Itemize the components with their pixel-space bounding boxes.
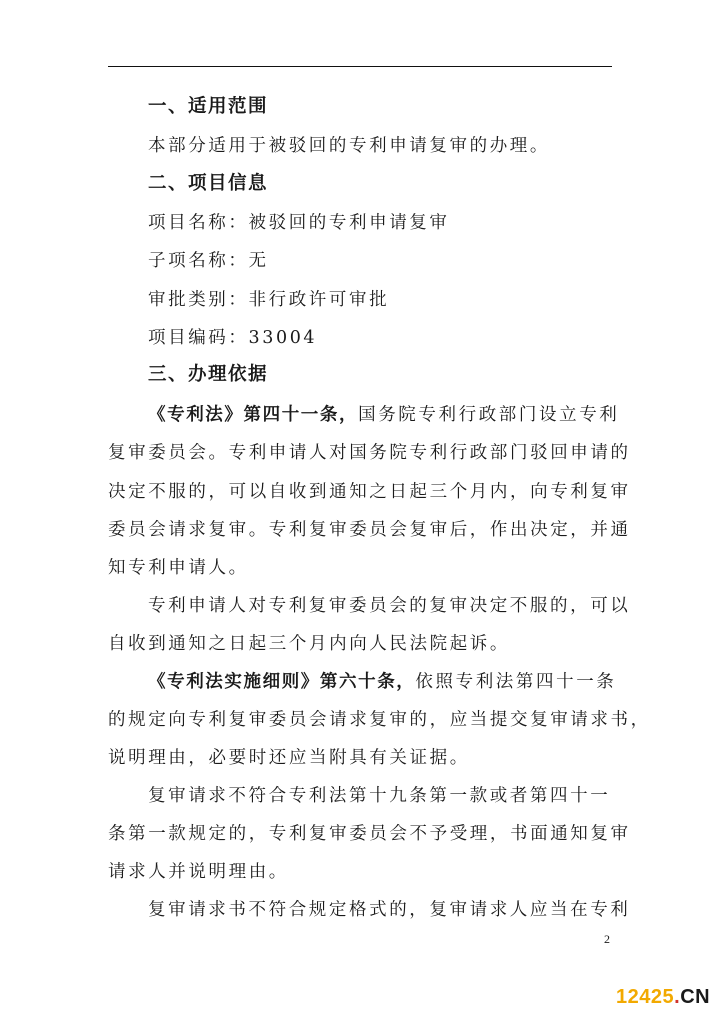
paragraph-line: 的规定向专利复审委员会请求复审的，应当提交复审请求书， xyxy=(108,710,651,730)
paragraph-line: 复审请求不符合专利法第十九条第一款或者第四十一 xyxy=(148,786,611,806)
scope-text: 本部分适用于被驳回的专利申请复审的办理。 xyxy=(148,136,550,156)
patent-law-article-ref: 《专利法》第四十一条， xyxy=(148,405,359,425)
project-code: 项目编码：33004 xyxy=(148,328,318,348)
implementing-rules-line-1-rest: 依照专利法第四十一条 xyxy=(415,672,617,692)
paragraph-implementing-rules-line-1 xyxy=(148,668,616,693)
section-heading-scope: 一、适用范围 xyxy=(148,96,269,117)
watermark-number: 12425 xyxy=(616,986,675,1008)
implementing-rules-article-ref: 《专利法实施细则》第六十条， xyxy=(148,672,416,692)
project-name: 项目名称：被驳回的专利申请复审 xyxy=(148,213,450,233)
section-heading-project-info: 二、项目信息 xyxy=(148,173,269,194)
approval-category: 审批类别：非行政许可审批 xyxy=(148,290,390,310)
watermark-suffix: CN xyxy=(680,986,711,1008)
watermark-dot: . xyxy=(674,986,681,1008)
header-rule xyxy=(108,66,612,67)
paragraph-line: 条第一款规定的，专利复审委员会不予受理，书面通知复审 xyxy=(108,824,631,844)
paragraph-line: 委员会请求复审。专利复审委员会复审后，作出决定，并通 xyxy=(108,520,631,540)
paragraph-line: 自收到通知之日起三个月内向人民法院起诉。 xyxy=(108,634,510,654)
paragraph-patent-law-line-1 xyxy=(148,401,619,426)
section-heading-legal-basis: 三、办理依据 xyxy=(148,364,269,385)
paragraph-line: 请求人并说明理由。 xyxy=(108,862,289,882)
subitem-name: 子项名称：无 xyxy=(148,251,269,271)
paragraph-line: 决定不服的，可以自收到通知之日起三个月内，向专利复审 xyxy=(108,482,631,502)
site-watermark xyxy=(616,986,710,1009)
patent-law-line-1-rest: 国务院专利行政部门设立专利 xyxy=(358,405,620,425)
paragraph-line: 复审委员会。专利申请人对国务院专利行政部门驳回申请的 xyxy=(108,443,631,463)
paragraph-line: 说明理由，必要时还应当附具有关证据。 xyxy=(108,748,470,768)
paragraph-line: 复审请求书不符合规定格式的，复审请求人应当在专利 xyxy=(148,900,631,920)
page-number: 2 xyxy=(604,932,610,946)
paragraph-line: 专利申请人对专利复审委员会的复审决定不服的，可以 xyxy=(148,596,631,616)
paragraph-line: 知专利申请人。 xyxy=(108,558,249,578)
